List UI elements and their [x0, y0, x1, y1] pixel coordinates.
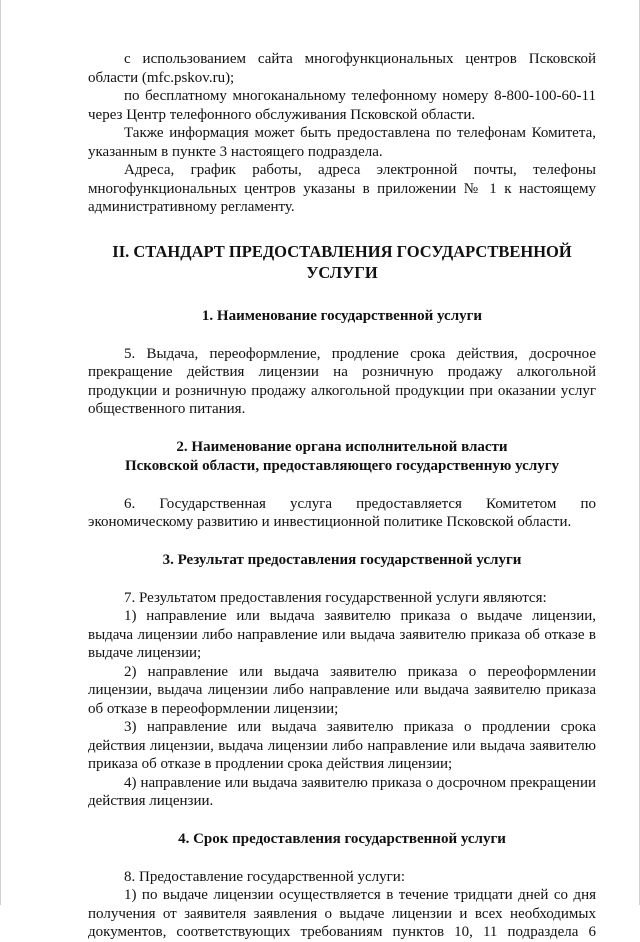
intro-paragraph-4: Адреса, график работы, адреса электронной почты, телефоны многофункциональных центров указаны в приложении № 1 к настоящему административному регламенту. [88, 162, 596, 215]
paragraph-7-item-3: 3) направление или выдача заявителю приказа о продлении срока действия лицензии, выдача лицензии либо направление или выдача заявителю приказа об отказе в продлении срока действия лицензии; [88, 719, 596, 772]
subsection-2-heading-line-2: Псковской области, предоставляющего государственную услугу [124, 457, 560, 474]
subsection-4-heading: 4. Срок предоставления государственной услуги [178, 830, 506, 847]
paragraph-8: 8. Предоставление государственной услуги: [124, 868, 405, 885]
page-edge-left [0, 0, 1, 905]
section-title-line-2: УСЛУГИ [306, 262, 378, 282]
paragraph-7-item-4: 4) направление или выдача заявителю приказа о досрочном прекращении действия лицензии. [88, 774, 596, 809]
subsection-1-heading: 1. Наименование государственной услуги [201, 307, 483, 324]
section-title-line-1: II. СТАНДАРТ ПРЕДОСТАВЛЕНИЯ ГОСУДАРСТВЕННОЙ [112, 241, 572, 261]
paragraph-5: 5. Выдача, переоформление, продление срока действия, досрочное прекращение действия лицензии на розничную продажу алкогольной продукции и розничную продажу алкогольной продукции при оказании услуг общественного питания. [88, 345, 596, 417]
subsection-3-heading: 3. Результат предоставления государственной услуги [162, 551, 522, 568]
paragraph-7: 7. Результатом предоставления государственной услуги являются: [124, 589, 547, 606]
paragraph-7-item-1: 1) направление или выдача заявителю приказа о выдаче лицензии, выдача лицензии либо направление или выдача заявителю приказа об отказе в выдаче лицензии; [88, 608, 596, 661]
intro-paragraph-2: по бесплатному многоканальному телефонному номеру 8-800-100-60-11 через Центр телефонного обслуживания Псковской области. [88, 88, 596, 123]
subsection-2-heading-line-1: 2. Наименование органа исполнительной власти [176, 438, 508, 455]
paragraph-6: 6. Государственная услуга предоставляется Комитетом по экономическому развитию и инвестиционной политике Псковской области. [88, 495, 596, 530]
paragraph-7-item-2: 2) направление или выдача заявителю приказа о переоформлении лицензии, выдача лицензии либо направление или выдача заявителю приказа об отказе в переоформлении лицензии; [88, 663, 596, 717]
intro-paragraph-3: Также информация может быть предоставлена по телефонам Комитета, указанным в пункте 3 настоящего подраздела. [88, 125, 596, 160]
document-body [88, 50, 596, 942]
paragraph-8-item-1: 1) по выдаче лицензии осуществляется в течение тридцати дней со дня получения от заявителя заявления о выдаче лицензии и всех необходимых документов, соответствующих требованиям пунктов 10, 11 подраздела 6 [88, 887, 596, 940]
intro-paragraph-1: с использованием сайта многофункциональных центров Псковской области (mfc.pskov.ru); [88, 51, 596, 86]
